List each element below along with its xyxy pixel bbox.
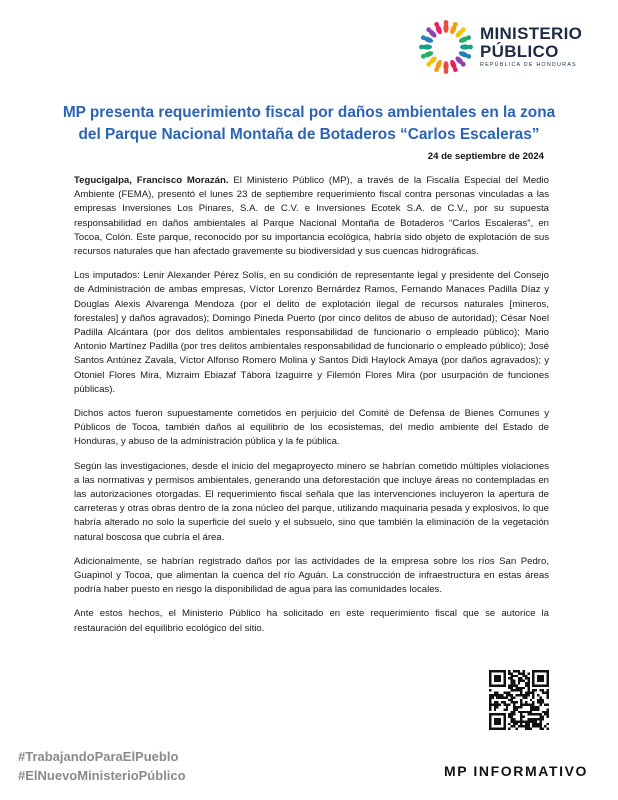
logo-wordmark	[480, 25, 582, 68]
paragraph-3: Dichos actos fueron supuestamente cometidos en perjuicio del Comité de Defensa de Bienes Comunes y Públicos de Tocoa, también daños al equilibrio de los ecosistemas, del medio ambiente del Estado de Honduras, y abuso de la administración pública y la fe pública.	[74, 408, 549, 448]
dateline: Tegucigalpa, Francisco Morazán.	[74, 175, 229, 186]
paragraph-1	[74, 174, 549, 259]
ministerio-publico-emblem-icon	[418, 19, 474, 75]
paragraph-1-text: El Ministerio Público (MP), a través de la Fiscalía Especial del Medio Ambiente (FEMA), presentó el lunes 23 de septiembre requerimiento fiscal contra personas vinculadas a las empresas Inversiones Los Pinares, S.A. de C.V. e Inversiones Ecotek S.A. de C.V., por su supuesta responsabilidad en daños ambientales al Parque Nacional Montaña de Botaderos “Carlos Escaleras”, en Tocoa, Colón. Este parque, reconocido por su importancia ecológica, habría sido objeto de explotación de sus recursos naturales que han afectado gravemente su biodiversidad y sus cuencas hidrográficas.	[74, 175, 549, 258]
press-release-title	[60, 102, 558, 146]
title-line-2: del Parque Nacional Montaña de Botaderos “Carlos Escaleras”	[78, 126, 540, 143]
title-line-1: MP presenta requerimiento fiscal por daños ambientales en la zona	[62, 104, 556, 121]
qr-code-icon	[489, 670, 549, 730]
paragraph-2: Los imputados: Lenir Alexander Pérez Solís, en su condición de representante legal y presidente del Consejo de Administración de ambas empresas, Víctor Lorenzo Bernárdez Ramos, Fernando Manaces Padilla Díaz y Douglas Alexis Alvarenga Mendoza (por el delito de explotación ilegal de recursos naturales [mineros, forestales] y daños agravados); Domingo Pineda Puerto (por cinco delitos de abuso de autoridad); César Noel Padilla Alcántara (por dos delitos ambientales responsabilidad de funcionario o empleado público); Mario Antonio Martínez Padilla (por tres delitos ambientales responsabilidad de funcionario o empleado público); José Santos Antúnez Zavala, Víctor Alfonso Romero Molina y Santos Didi Haylock Amaya (por daños agravados); y Otoniel Flores Mira, Mizraim Ebiazaf Tábora Izaguirre y Filemón Flores Mira (por usurpación de funciones públicas).	[74, 270, 549, 395]
logo-line-1: MINISTERIO	[480, 24, 583, 44]
hashtag-2: #ElNuevoMinisterioPúblico	[18, 768, 186, 783]
emblem-figure-body	[443, 61, 448, 71]
logo-line-2: PÚBLICO	[480, 42, 559, 62]
hashtag-1: #TrabajandoParaElPueblo	[18, 749, 179, 764]
article-body	[74, 174, 549, 646]
logo-line-3: REPÚBLICA DE HONDURAS	[480, 62, 577, 69]
hashtags	[18, 747, 186, 785]
ministerio-publico-logo	[418, 16, 603, 78]
paragraph-4: Según las investigaciones, desde el inicio del megaproyecto minero se habrían cometido múltiples violaciones a las normativas y permisos ambientales, generando una deforestación que incluye áreas no contempladas en las autorizaciones otorgadas. El requerimiento fiscal señala que las intervenciones incluyeron la apertura de carreteras y otras obras dentro de la zona núcleo del parque, utilizando maquinaria pesada y explosivos, lo que habría alterado no solo la superficie del suelo y el subsuelo, sino que también la eliminación de la vegetación natural boscosa que cubría el área.	[74, 460, 549, 543]
emblem-figure-body	[422, 44, 432, 49]
mp-informativo-label: MP INFORMATIVO	[444, 763, 588, 779]
release-date: 24 de septiembre de 2024	[427, 151, 544, 162]
paragraph-5: Adicionalmente, se habrían registrado daños por las actividades de la empresa sobre los ríos San Pedro, Guapinol y Tocoa, que alimentan la cuenca del río Aguán. La construcción de infraestructura en estas áreas podría haber puesto en riesgo la disponibilidad de agua para las comunidades locales.	[74, 555, 549, 596]
emblem-figure-body	[443, 23, 448, 33]
paragraph-6: Ante estos hechos, el Ministerio Público ha solicitado en este requerimiento fiscal que se autorice la restauración del equilibrio ecológico del sitio.	[74, 608, 549, 634]
emblem-figure-body	[460, 44, 470, 49]
